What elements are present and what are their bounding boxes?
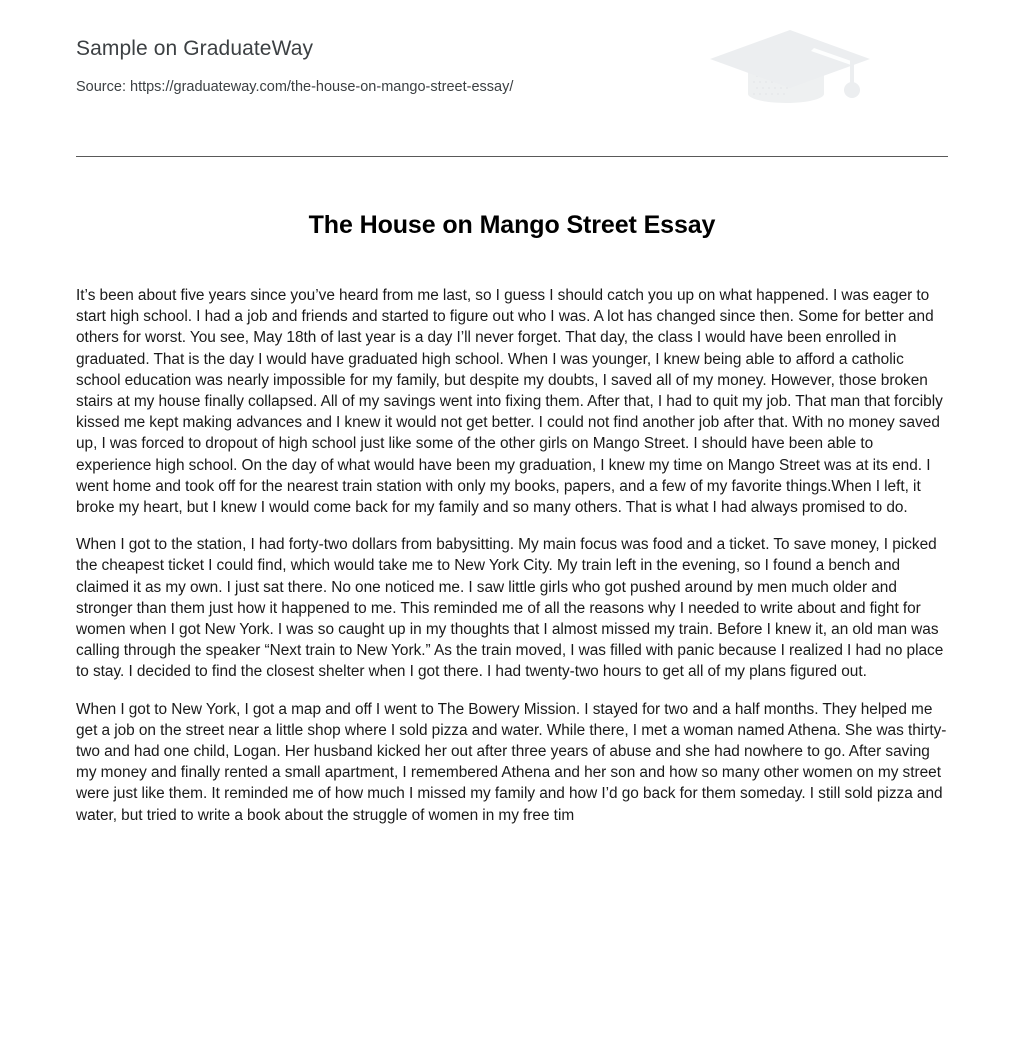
graduation-cap-icon	[702, 22, 874, 106]
page-title: The House on Mango Street Essay	[308, 211, 716, 239]
page-header	[76, 0, 948, 120]
essay-paragraph: It’s been about five years since you’ve heard from me last, so I guess I should catch you up on what happened. I was eager to start high school. I had a job and friends and started to figure out who I was. A lot has changed since then. Some for better and others for worst. You see, May 18th of last year is a day I’ll never forget. That day, the class I would have been enrolled in graduated. That is the day I would have graduated high school. When I was younger, I knew being able to afford a catholic school education was nearly impossible for my family, but despite my doubts, I saved all of my money. However, those broken stairs at my house finally collapsed. All of my savings went into fixing them. After that, I had to quit my job. That man that forcibly kissed me kept making advances and I knew it would not get better. I could not find another job after that. With no money saved up, I was forced to dropout of high school just like some of the other girls on Mango Street. I should have been able to experience high school. On the day of what would have been my graduation, I knew my time on Mango Street was at its end. I went home and took off for the nearest train station with only my books, papers, and a few of my favorite things.When I left, it broke my heart, but I knew I would come back for my family and so many others. That is what I had always promised to do.	[76, 287, 943, 517]
essay-paragraph: When I got to the station, I had forty-two dollars from babysitting. My main focus was food and a ticket. To save money, I picked the cheapest ticket I could find, which would take me to New York City. My train left in the evening, so I found a bench and claimed it as my own. I just sat there. No one noticed me. I saw little girls who got pushed around by men much older and stronger than them just how it happened to me. This reminded me of all the reasons why I needed to write about and fight for women when I got New York. I was so caught up in my thoughts that I almost missed my train. Before I knew it, an old man was calling through the speaker “Next train to New York.” As the train moved, I was filled with panic because I realized I had no place to stay. I decided to find the closest shelter when I got there. I had twenty-two hours to get all of my plans figured out.	[76, 536, 944, 681]
header-divider	[76, 156, 948, 157]
source-url-line: Source: https://graduateway.com/the-house-on-mango-street-essay/	[76, 79, 514, 95]
essay-paragraph: When I got to New York, I got a map and off I went to The Bowery Mission. I stayed for two and a half months. They helped me get a job on the street near a little shop where I sold pizza and water. While there, I met a woman named Athena. She was thirty-two and had one child, Logan. Her husband kicked her out after three years of abuse and she had nowhere to go. After saving my money and finally rented a small apartment, I remembered Athena and her son and how so many other women on my street were just like them. It reminded me of how much I missed my family and how I’d go back for them someday. I still sold pizza and water, but tried to write a book about the struggle of women in my free tim	[76, 700, 947, 824]
brand-title: Sample on GraduateWay	[76, 37, 314, 60]
essay-body	[76, 285, 948, 826]
